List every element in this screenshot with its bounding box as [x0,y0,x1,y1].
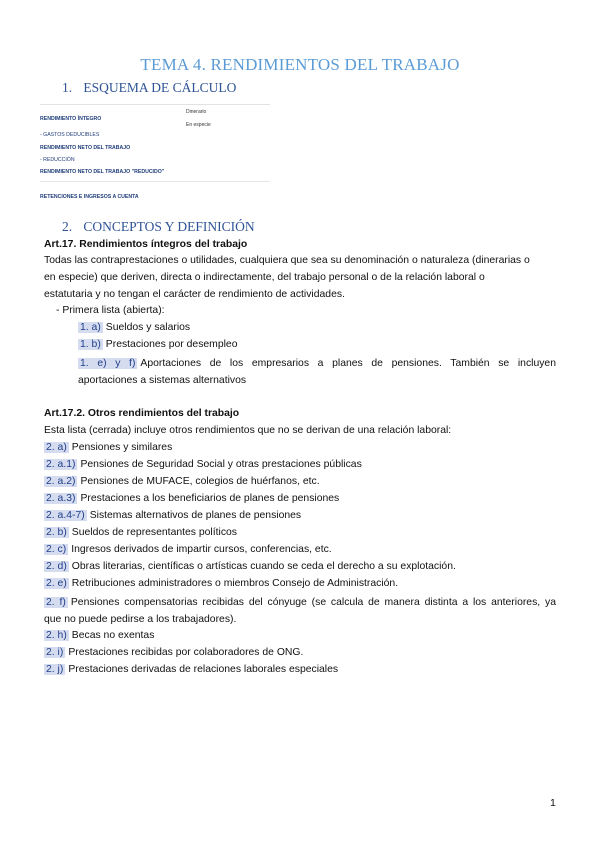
section-number: 1. [62,80,73,95]
item-text: Sistemas alternativos de planes de pensiones [89,510,302,521]
item-text: Sueldos y salarios [105,322,191,333]
schema-divider [40,181,270,182]
item-text: Becas no exentas [71,630,155,641]
list-item [44,628,154,644]
item-text: Pensiones compensatorias recibidas del cónyuge (se calcula de manera distinta a los anteriores, ya [70,597,556,608]
item-code: 2. i) [46,647,64,658]
item-text: Pensiones de Seguridad Social y otras prestaciones públicas [80,459,362,470]
art17-paragraph [44,253,556,303]
list-item [44,645,303,661]
list-item [78,320,190,336]
item-text: Obras literarias, científicas o artísticas cuando se ceda el derecho a su explotación. [71,561,456,572]
item-code: 2. b) [46,527,67,538]
item-text-continued: que no puede pedirse a los trabajadores). [44,614,237,625]
paragraph-line: estatutaria y no tengan el carácter de rendimiento de actividades. [44,288,345,300]
section-label: CONCEPTOS Y DEFINICIÓN [83,219,255,234]
item-line [78,355,556,372]
art172-intro: Esta lista (cerrada) incluye otros rendimientos que no se derivan de una relación laboral: [44,425,452,436]
item-code: 2. a.2) [46,476,76,487]
item-text: Prestaciones a los beneficiarios de planes de pensiones [80,493,340,504]
list-item [44,457,362,473]
calculation-schema [40,104,270,203]
item-code: 1. b) [80,339,101,350]
item-text: Sueldos de representantes políticos [71,527,237,538]
item-text: Prestaciones por desempleo [105,339,238,350]
list-item [44,662,338,678]
list-item [78,355,556,389]
section-label: ESQUEMA DE CÁLCULO [83,80,237,95]
list-item [44,508,301,524]
art17-heading: Art.17. Rendimientos íntegros del trabajo [44,239,248,250]
schema-row: - REDUCCIÓN [40,157,75,163]
list-item [44,594,556,628]
schema-row: RENDIMIENTO NETO DEL TRABAJO [40,145,131,151]
page-number: 1 [550,797,556,809]
list-item [44,525,237,541]
list-item [44,576,398,592]
item-code: 2. h) [46,630,67,641]
paragraph-line: Todas las contraprestaciones o utilidades, cualquiera que sea su denominación o naturaleza (dinerarias o [44,255,530,266]
item-text: Ingresos derivados de impartir cursos, conferencias, etc. [71,544,332,555]
list-item [44,474,320,490]
item-code: 1. e) y f) [80,358,136,369]
item-line [44,594,556,611]
item-code: 1. a) [80,322,101,333]
item-code: 2. c) [46,544,67,555]
item-text-continued: aportaciones a sistemas alternativos [78,375,247,386]
item-text: Prestaciones derivadas de relaciones laborales especiales [68,664,339,675]
schema-row: - GASTOS DEDUCIBLES [40,132,100,138]
schema-side-label: En especie [186,122,211,128]
list-intro: - Primera lista (abierta): [56,305,165,316]
art172-heading: Art.17.2. Otros rendimientos del trabajo [44,408,240,419]
item-code: 2. j) [46,664,64,675]
item-text: Aportaciones de los empresarios a planes de pensiones. También se incluyen [140,358,556,369]
page-title: TEMA 4. RENDIMIENTOS DEL TRABAJO [140,55,460,74]
item-code: 2. a.4-7) [46,510,85,521]
item-code: 2. f) [46,597,66,608]
section-heading-2 [62,219,255,235]
item-text: Pensiones y similares [71,442,173,453]
list-item [44,559,456,575]
list-item [44,440,172,456]
list-item [44,491,339,507]
schema-row: RENDIMIENTO ÍNTEGRO [40,116,102,122]
item-code: 2. a) [46,442,67,453]
schema-row: RENDIMIENTO NETO DEL TRABAJO "REDUCIDO" [40,169,165,175]
schema-side-label: Dinerario [186,109,207,115]
item-code: 2. d) [46,561,67,572]
section-number: 2. [62,219,73,234]
item-code: 2. a.1) [46,459,76,470]
section-heading-1 [62,80,236,96]
list-item [44,542,332,558]
list-item [78,337,238,353]
item-code: 2. a.3) [46,493,76,504]
item-text: Prestaciones recibidas por colaboradores de ONG. [68,647,304,658]
item-text: Retribuciones administradores o miembros Consejo de Administración. [71,578,399,589]
item-text: Pensiones de MUFACE, colegios de huérfanos, etc. [80,476,320,487]
item-code: 2. e) [46,578,67,589]
schema-row: RETENCIONES E INGRESOS A CUENTA [40,194,139,200]
paragraph-line: en especie) que deriven, directa o indirectamente, del trabajo personal o de la relación laboral o [44,271,485,283]
